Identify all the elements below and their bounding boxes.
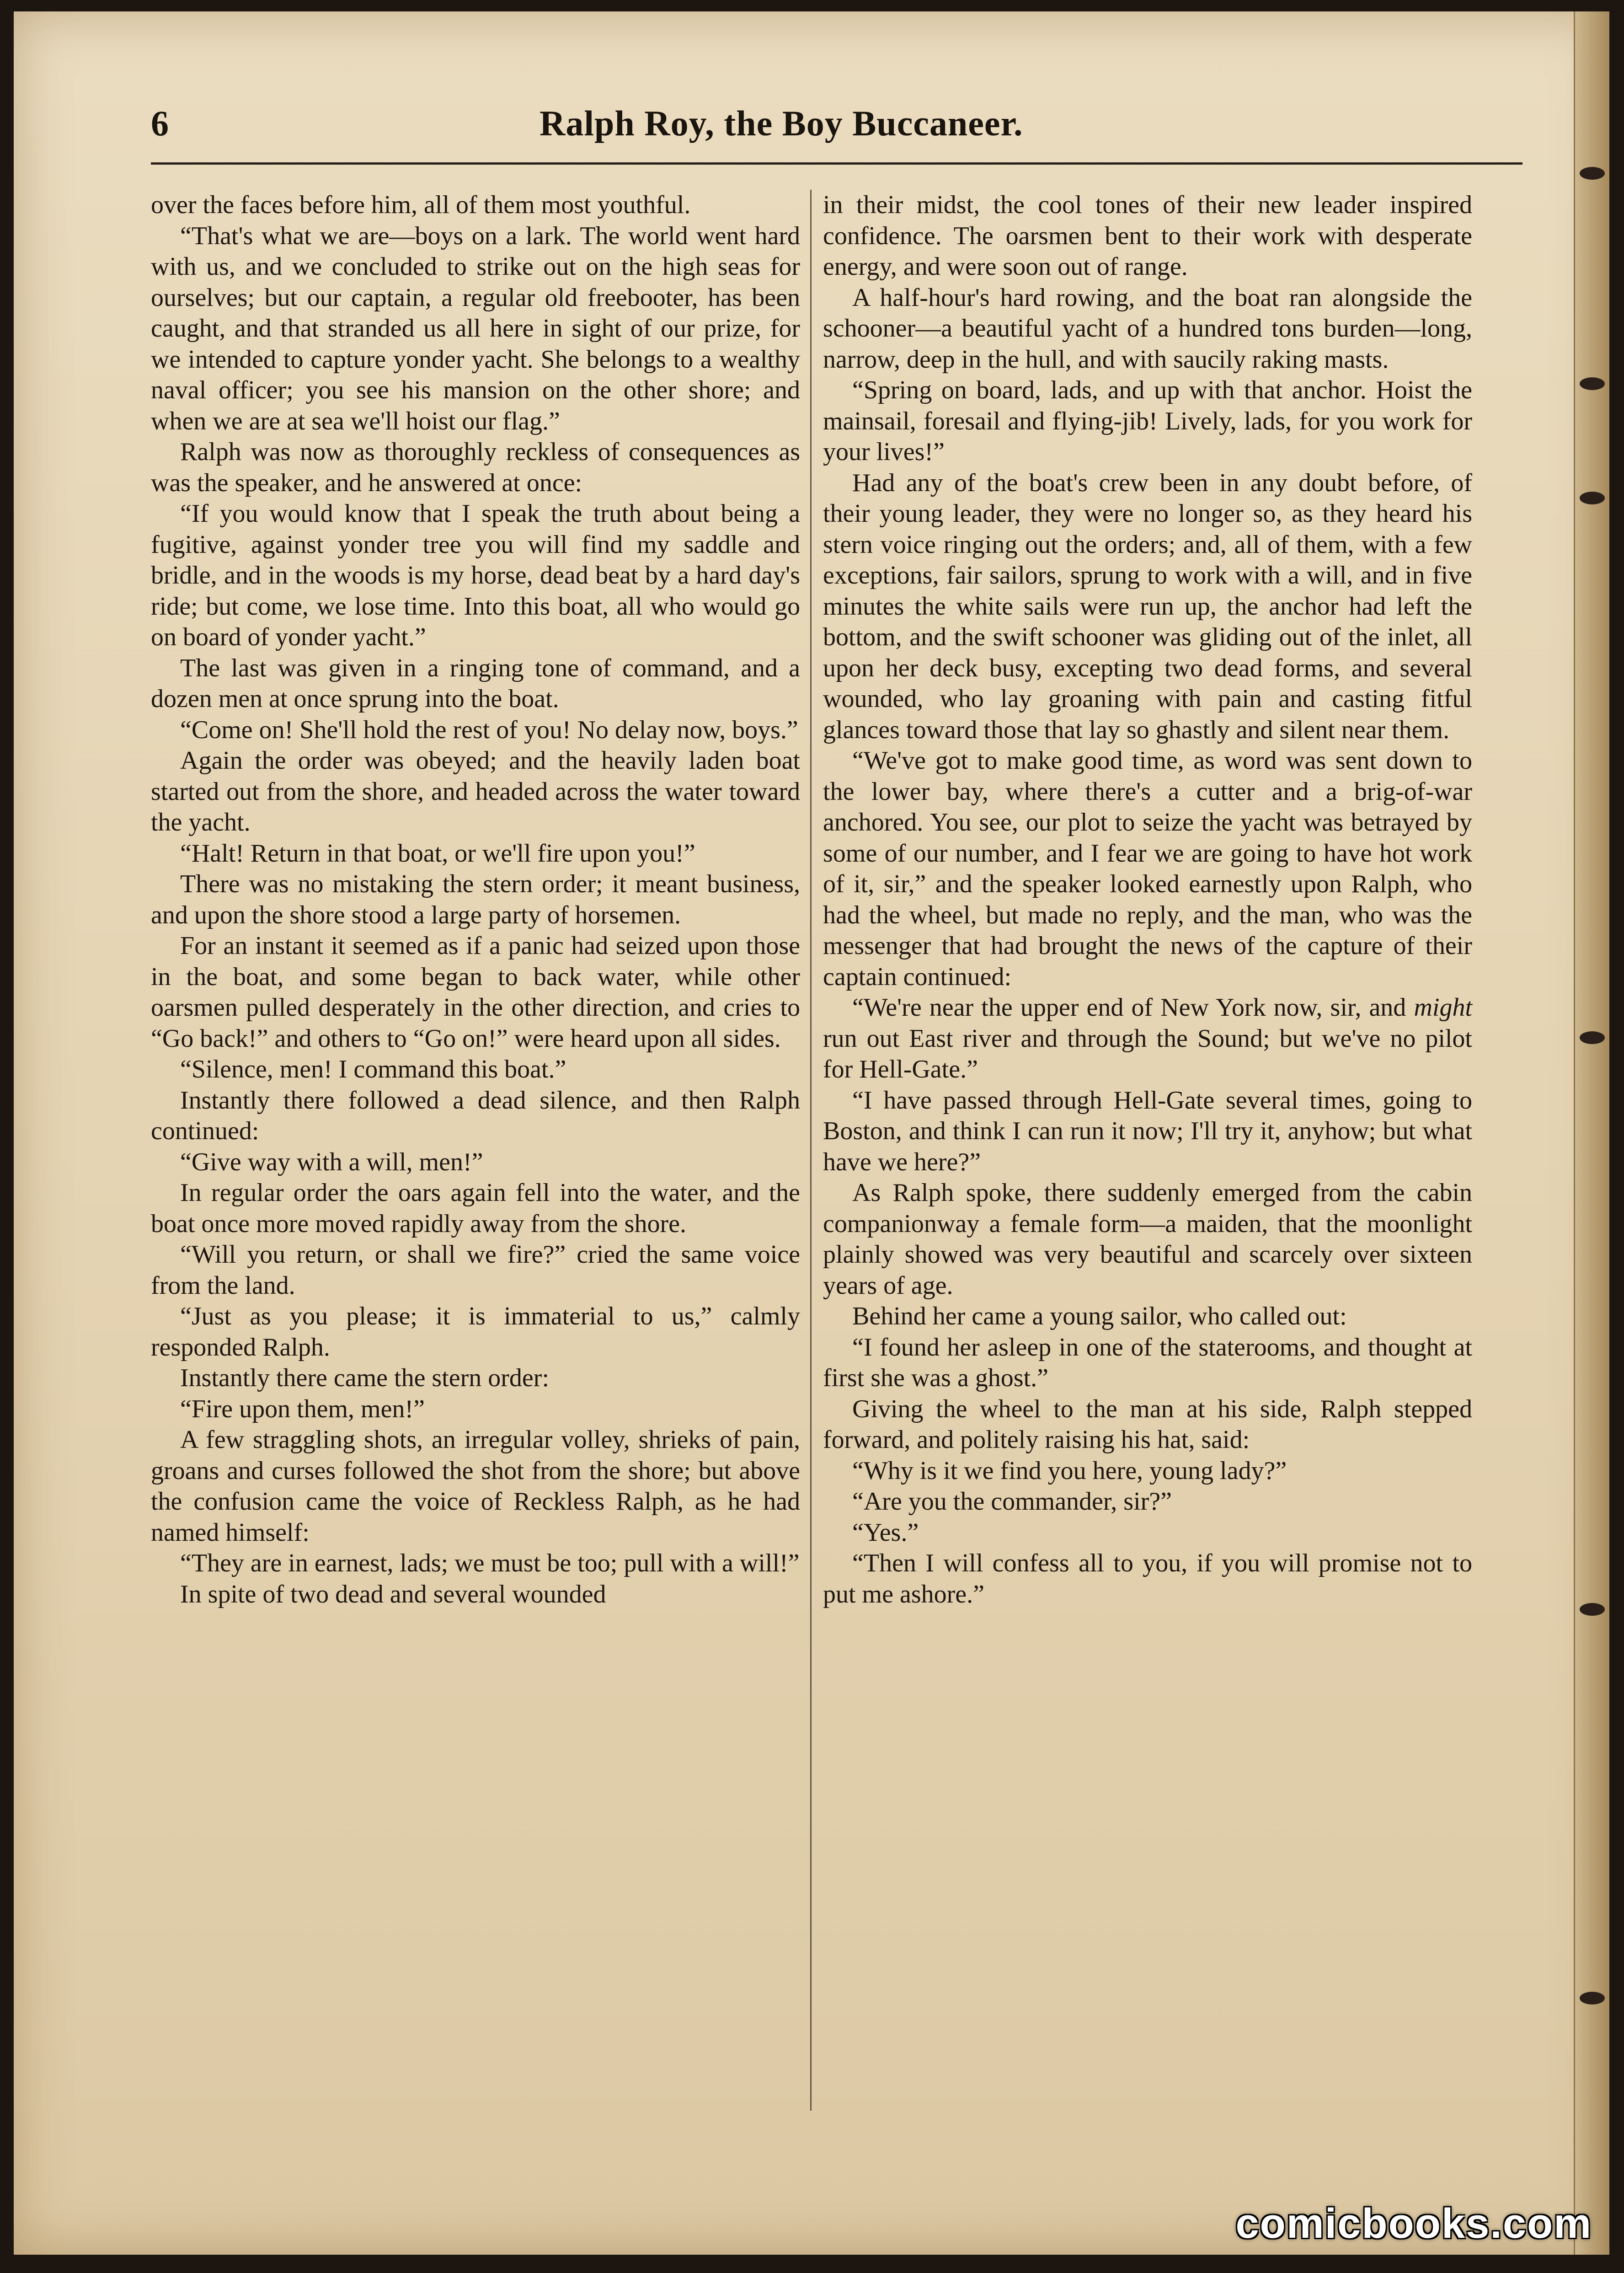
paragraph: As Ralph spoke, there suddenly emerged from the cabin companionway a female form—a maiden, that the moonlight plainly showed was very beautiful and scarcely over sixteen years of age. [823, 1179, 1472, 1300]
site-watermark: comicbooks.com [1235, 2200, 1592, 2247]
paragraph: “They are in earnest, lads; we must be too; pull with a will!” [180, 1549, 800, 1577]
paragraph: over the faces before him, all of them most youthful. [151, 191, 691, 219]
binding-stitch [1580, 492, 1605, 504]
paragraph: Instantly there followed a dead silence, and then Ralph continued: [151, 1086, 800, 1145]
paragraph: “Just as you please; it is immaterial to us,” calmly responded Ralph. [151, 1302, 800, 1362]
binding-stitch [1580, 377, 1605, 390]
paragraph: “We've got to make good time, as word was sent down to the lower bay, where there's a cutter and a brig-of-war anchored. You see, our plot to seize the yacht was betrayed by some of our number, and I fear we are going to have hot work of it, sir,” and the speaker looked earnestly upon Ralph, who had the wheel, but made no reply, and the man, who was the messenger that had brought the news of the capture of their captain continued: [823, 746, 1472, 991]
binding-stitch [1580, 1603, 1605, 1616]
paragraph: Had any of the boat's crew been in any doubt before, of their young leader, they were no longer so, as they heard his stern voice ringing out the orders; and, all of them, with a few exceptions, fair sailors, sprung to work with a will, and in five minutes the white sails were run up, the anchor had left the bottom, and the swift schooner was gliding out of the inlet, all upon her deck busy, excepting two dead forms, and several wounded, who lay groaning with pain and casting fitful glances toward those that lay so ghastly and silent near them. [823, 468, 1472, 744]
binding-stitch [1580, 1031, 1605, 1044]
magazine-page [14, 11, 1609, 2255]
paragraph: Giving the wheel to the man at his side, Ralph stepped forward, and politely raising his hat, said: [823, 1394, 1472, 1454]
paragraph: “That's what we are—boys on a lark. The world went hard with us, and we concluded to strike out on the high seas for ourselves; but our captain, a regular old freebooter, has been caught, and that stranded us all here in sight of our prize, for we intended to capture yonder yacht. She belongs to a wealthy naval officer; you see his mansion on the other shore; and when we are at sea we'll hoist our flag.” [151, 221, 800, 435]
binding-stitch [1580, 1992, 1605, 2005]
right-text-column [823, 190, 1472, 1610]
paragraph: “Give way with a will, men!” [180, 1147, 483, 1176]
header-rule [151, 162, 1522, 165]
paragraph: “Fire upon them, men!” [180, 1394, 425, 1423]
paragraph: “If you would know that I speak the truth about being a fugitive, against yonder tree you will find my saddle and bridle, and in the woods is my horse, dead beat by a hard day's ride; but come, we lose time. Into this boat, all who would go on board of yonder yacht.” [151, 499, 800, 651]
paragraph: “Yes.” [852, 1518, 919, 1547]
paragraph: Ralph was now as thoroughly reckless of consequences as was the speaker, and he answered at once: [151, 438, 800, 497]
left-text-column [151, 190, 800, 1610]
paragraph: “I have passed through Hell-Gate several times, going to Boston, and think I can run it now; I'll try it, anyhow; but what have we here?” [823, 1086, 1472, 1176]
paragraph: Again the order was obeyed; and the heavily laden boat started out from the shore, and headed across the water toward the yacht. [151, 746, 800, 836]
column-divider [810, 190, 812, 2111]
paragraph: “Silence, men! I command this boat.” [180, 1055, 566, 1083]
paragraph: There was no mistaking the stern order; it meant business, and upon the shore stood a large party of horsemen. [151, 870, 800, 929]
paragraph: “Spring on board, lads, and up with that anchor. Hoist the mainsail, foresail and flying-jib! Lively, lads, for you work for your lives!” [823, 376, 1472, 466]
page-header [151, 103, 1522, 172]
paragraph: The last was given in a ringing tone of command, and a dozen men at once sprung into the boat. [151, 654, 800, 713]
paragraph: “Come on! She'll hold the rest of you! No delay now, boys.” [180, 715, 798, 744]
paragraph: “Halt! Return in that boat, or we'll fire upon you!” [180, 839, 695, 868]
binding-spine [1574, 11, 1609, 2255]
paragraph: “We're near the upper end of New York now, sir, and might run out East river and through the Sound; but we've no pilot for Hell-Gate.” [823, 993, 1472, 1083]
paragraph: Instantly there came the stern order: [180, 1364, 549, 1392]
running-title: Ralph Roy, the Boy Buccaneer. [540, 103, 1023, 143]
paragraph: “Are you the commander, sir?” [852, 1487, 1172, 1516]
paragraph: For an instant it seemed as if a panic had seized upon those in the boat, and some began to back water, while other oarsmen pulled desperately in the other direction, and cries to “Go back!” and others to “Go on!” were heard upon all sides. [151, 932, 800, 1053]
page-number: 6 [151, 103, 169, 143]
paragraph: In regular order the oars again fell into the water, and the boat once more moved rapidly away from the shore. [151, 1179, 800, 1238]
paragraph: “Will you return, or shall we fire?” cried the same voice from the land. [151, 1240, 800, 1300]
binding-stitch [1580, 167, 1605, 180]
paragraph: A few straggling shots, an irregular volley, shrieks of pain, groans and curses followed the shot from the shore; but above the confusion came the voice of Reckless Ralph, as he had named himself: [151, 1426, 800, 1547]
paragraph: In spite of two dead and several wounded [180, 1580, 606, 1608]
paragraph: “Then I will confess all to you, if you will promise not to put me ashore.” [823, 1549, 1472, 1608]
paragraph: Behind her came a young sailor, who called out: [852, 1302, 1347, 1330]
paragraph: “I found her asleep in one of the staterooms, and thought at first she was a ghost.” [823, 1333, 1472, 1392]
paragraph: “Why is it we find you here, young lady?” [852, 1456, 1287, 1485]
paragraph: in their midst, the cool tones of their new leader inspired confidence. The oarsmen bent to their work with desperate energy, and were soon out of range. [823, 191, 1472, 281]
paragraph: A half-hour's hard rowing, and the boat ran alongside the schooner—a beautiful yacht of a hundred tons burden—long, narrow, deep in the hull, and with saucily raking masts. [823, 283, 1472, 374]
